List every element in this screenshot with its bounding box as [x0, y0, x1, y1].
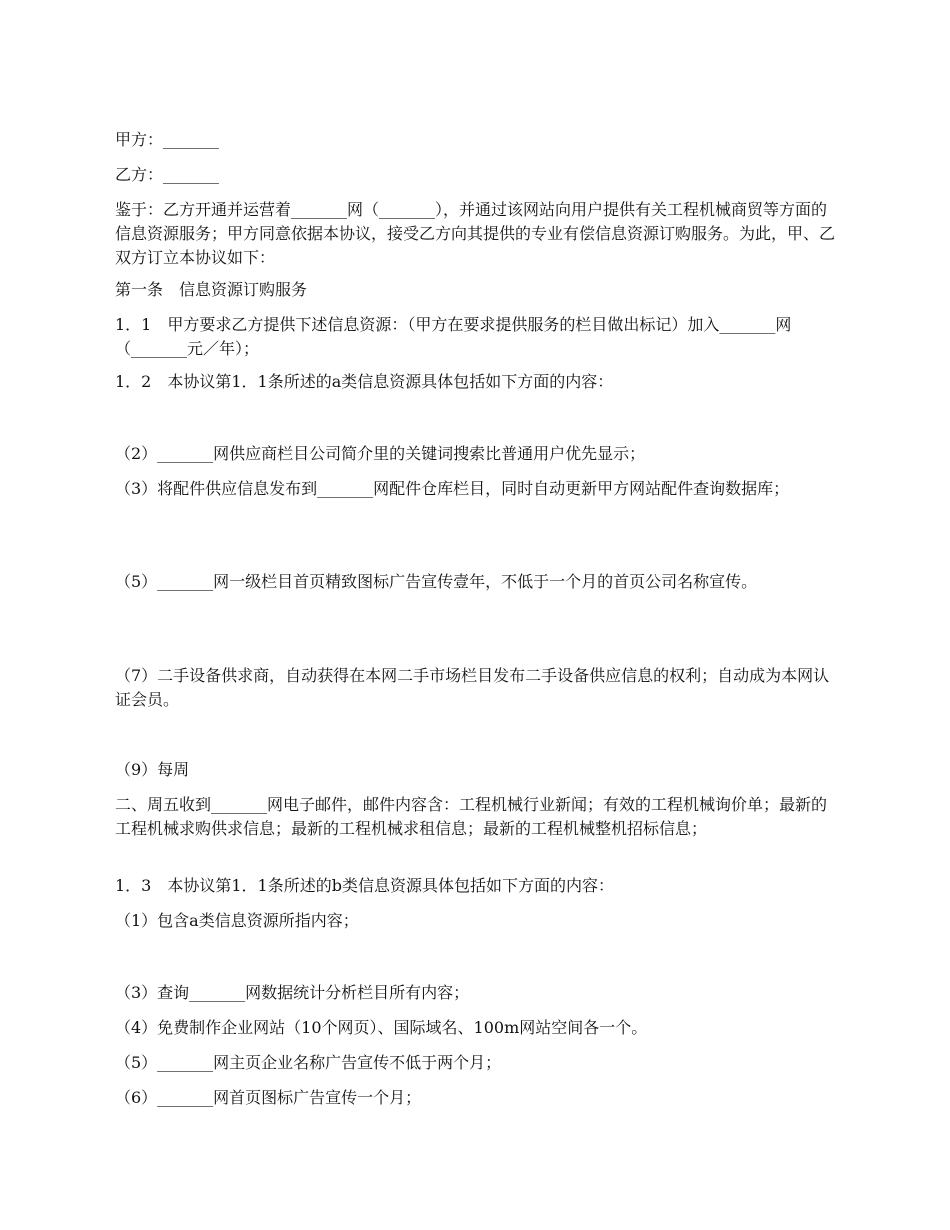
party-b-line: 乙方：_______ — [115, 165, 220, 184]
list-item-a5: （5）_______网一级栏目首页精致图标广告宣传壹年，不低于一个月的首页公司名称宣传。 — [115, 572, 758, 591]
list-item-a9: （9）每周 — [115, 760, 190, 779]
party-a-line: 甲方：_______ — [115, 130, 220, 149]
list-item-b3: （3）查询_______网数据统计分析栏目所有内容； — [115, 983, 470, 1002]
whereas-paragraph: 鉴于：乙方开通并运营着_______网（_______），并通过该网站向用户提供有关工程机械商贸等方面的信息资源服务；甲方同意依据本协议，接受乙方向其提供的专业有偿信息资源订购服务。为此，甲、乙双方订立本协议如下： — [115, 200, 836, 267]
clause-1-2: 1．2 本协议第1．1条所述的a类信息资源具体包括如下方面的内容： — [115, 372, 614, 391]
list-item-b6: （6）_______网首页图标广告宣传一个月； — [115, 1088, 422, 1107]
list-item-a7: （7）二手设备供求商，自动获得在本网二手市场栏目发布二手设备供应信息的权利；自动成为本网认证会员。 — [115, 666, 830, 709]
list-item-b4: （4）免费制作企业网站（10个网页）、国际域名、100m网站空间各一个。 — [115, 1018, 648, 1037]
list-item-b5: （5）_______网主页企业名称广告宣传不低于两个月； — [115, 1053, 502, 1072]
clause-1-3: 1．3 本协议第1．1条所述的b类信息资源具体包括如下方面的内容： — [115, 876, 614, 895]
list-item-b1: （1）包含a类信息资源所指内容； — [115, 911, 359, 930]
list-item-a3: （3）将配件供应信息发布到_______网配件仓库栏目，同时自动更新甲方网站配件查询数据库； — [115, 479, 790, 498]
list-item-a2: （2）_______网供应商栏目公司简介里的关键词搜索比普通用户优先显示； — [115, 444, 646, 463]
article-1-heading: 第一条 信息资源订购服务 — [115, 280, 308, 299]
clause-1-1: 1．1 甲方要求乙方提供下述信息资源：（甲方在要求提供服务的栏目做出标记）加入_______网（_______元／年）； — [115, 315, 792, 358]
section-two-paragraph: 二、周五收到_______网电子邮件，邮件内容含：工程机械行业新闻；有效的工程机械询价单；最新的工程机械求购供求信息；最新的工程机械求租信息；最新的工程机械整机招标信息； — [115, 795, 828, 838]
